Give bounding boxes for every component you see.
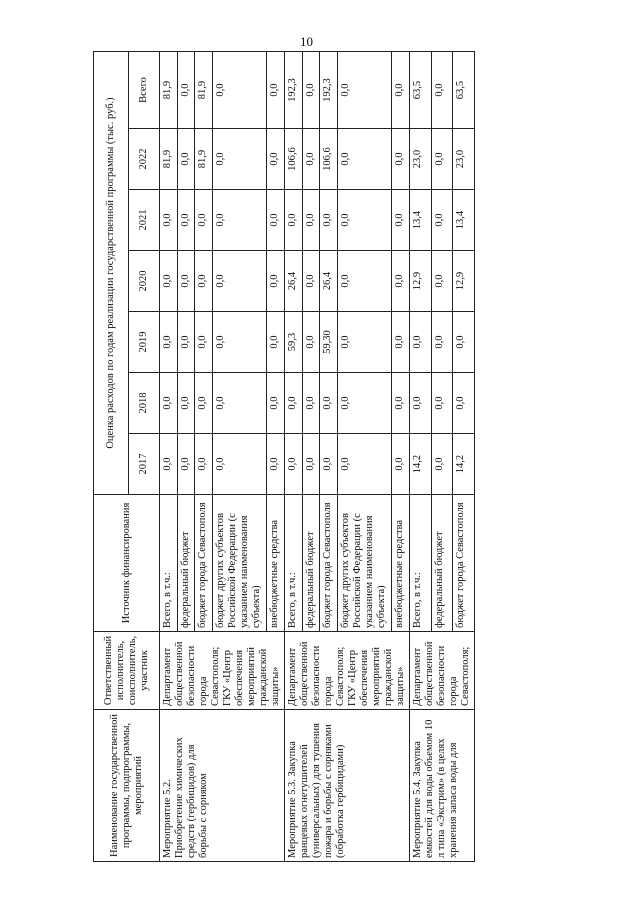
total-value: 63,5 bbox=[453, 51, 475, 128]
year-value: 23,0 bbox=[453, 129, 475, 190]
header-year: 2021 bbox=[129, 190, 160, 251]
year-value: 0,0 bbox=[302, 373, 320, 434]
year-value: 0,0 bbox=[267, 129, 285, 190]
year-value: 0,0 bbox=[195, 373, 213, 434]
year-value: 0,0 bbox=[212, 312, 267, 373]
year-value: 0,0 bbox=[195, 251, 213, 312]
year-value: 0,0 bbox=[392, 129, 410, 190]
header-year: 2017 bbox=[129, 434, 160, 495]
year-value: 0,0 bbox=[337, 434, 392, 495]
year-value: 0,0 bbox=[431, 251, 453, 312]
total-value: 0,0 bbox=[431, 51, 453, 128]
total-value: 0,0 bbox=[177, 51, 195, 128]
funding-source: бюджет города Севастополя bbox=[195, 495, 213, 632]
header-responsible: Ответственный исполнитель, соисполнитель, участник bbox=[94, 632, 160, 710]
year-value: 0,0 bbox=[320, 190, 338, 251]
year-value: 0,0 bbox=[285, 434, 303, 495]
responsible-executor: Департамент общественной безопасности города Севастополя; bbox=[410, 632, 475, 710]
responsible-executor: Департамент общественной безопасности города Севастополя; ГКУ «Центр обеспечения мероприятий гражданской защиты» bbox=[285, 632, 410, 710]
year-value: 0,0 bbox=[431, 190, 453, 251]
funding-source: федеральный бюджет bbox=[431, 495, 453, 632]
total-value: 0,0 bbox=[212, 51, 267, 128]
year-value: 106,6 bbox=[320, 129, 338, 190]
funding-source: внебюджетные средства bbox=[267, 495, 285, 632]
year-value: 0,0 bbox=[337, 312, 392, 373]
year-value: 0,0 bbox=[160, 251, 178, 312]
year-value: 0,0 bbox=[285, 190, 303, 251]
year-value: 0,0 bbox=[320, 434, 338, 495]
year-value: 0,0 bbox=[453, 373, 475, 434]
year-value: 12,9 bbox=[410, 251, 432, 312]
funding-source: Всего, в т.ч.: bbox=[160, 495, 178, 632]
header-name: Наименование государственной программы, подпрограммы, мероприятий bbox=[94, 710, 160, 862]
year-value: 0,0 bbox=[453, 312, 475, 373]
total-value: 192,3 bbox=[320, 51, 338, 128]
year-value: 0,0 bbox=[267, 434, 285, 495]
year-value: 0,0 bbox=[337, 373, 392, 434]
year-value: 14,2 bbox=[453, 434, 475, 495]
table-row bbox=[285, 51, 303, 861]
budget-table bbox=[93, 51, 475, 862]
year-value: 0,0 bbox=[177, 373, 195, 434]
year-value: 0,0 bbox=[212, 129, 267, 190]
year-value: 81,9 bbox=[160, 129, 178, 190]
table-row bbox=[160, 51, 178, 861]
funding-source: бюджет города Севастополя bbox=[320, 495, 338, 632]
year-value: 26,4 bbox=[285, 251, 303, 312]
header-total: Всего bbox=[129, 51, 160, 128]
header-year: 2019 bbox=[129, 312, 160, 373]
year-value: 13,4 bbox=[453, 190, 475, 251]
year-value: 0,0 bbox=[267, 251, 285, 312]
total-value: 0,0 bbox=[267, 51, 285, 128]
year-value: 0,0 bbox=[267, 190, 285, 251]
funding-source: бюджет города Севастополя bbox=[453, 495, 475, 632]
total-value: 192,3 bbox=[285, 51, 303, 128]
year-value: 0,0 bbox=[285, 373, 303, 434]
header-year: 2020 bbox=[129, 251, 160, 312]
year-value: 0,0 bbox=[212, 251, 267, 312]
funding-source: Всего, в т.ч.: bbox=[285, 495, 303, 632]
year-value: 0,0 bbox=[302, 190, 320, 251]
year-value: 0,0 bbox=[267, 373, 285, 434]
year-value: 0,0 bbox=[302, 129, 320, 190]
header-estimate: Оценка расходов по годам реализации государственной программы (тыс. руб.) bbox=[94, 51, 129, 494]
year-value: 0,0 bbox=[177, 434, 195, 495]
total-value: 81,9 bbox=[195, 51, 213, 128]
year-value: 0,0 bbox=[195, 312, 213, 373]
year-value: 0,0 bbox=[392, 312, 410, 373]
funding-source: Всего, в т.ч.: bbox=[410, 495, 432, 632]
year-value: 0,0 bbox=[195, 434, 213, 495]
responsible-executor: Департамент общественной безопасности города Севастополя; ГКУ «Центр обеспечения мероприятий гражданской защиты» bbox=[160, 632, 285, 710]
year-value: 0,0 bbox=[431, 129, 453, 190]
year-value: 0,0 bbox=[410, 373, 432, 434]
year-value: 106,6 bbox=[285, 129, 303, 190]
year-value: 0,0 bbox=[302, 312, 320, 373]
year-value: 0,0 bbox=[392, 251, 410, 312]
year-value: 0,0 bbox=[302, 251, 320, 312]
year-value: 0,0 bbox=[392, 373, 410, 434]
year-value: 0,0 bbox=[177, 129, 195, 190]
year-value: 0,0 bbox=[160, 312, 178, 373]
year-value: 0,0 bbox=[392, 190, 410, 251]
year-value: 12,9 bbox=[453, 251, 475, 312]
year-value: 0,0 bbox=[177, 312, 195, 373]
year-value: 0,0 bbox=[177, 190, 195, 251]
year-value: 0,0 bbox=[431, 434, 453, 495]
year-value: 0,0 bbox=[212, 434, 267, 495]
year-value: 14,2 bbox=[410, 434, 432, 495]
table-row bbox=[410, 51, 432, 861]
activity-name: Мероприятие 5.3. Закупка ранцевых огнетушителей (универсальных) для тушения пожара и борьбы с сорняками (обработка гербицидами) bbox=[285, 710, 410, 862]
year-value: 0,0 bbox=[212, 373, 267, 434]
rotated-budget-table bbox=[93, 52, 618, 862]
total-value: 0,0 bbox=[302, 51, 320, 128]
year-value: 0,0 bbox=[337, 251, 392, 312]
year-value: 23,0 bbox=[410, 129, 432, 190]
year-value: 26,4 bbox=[320, 251, 338, 312]
funding-source: федеральный бюджет bbox=[302, 495, 320, 632]
year-value: 59,3 bbox=[285, 312, 303, 373]
funding-source: внебюджетные средства bbox=[392, 495, 410, 632]
year-value: 81,9 bbox=[195, 129, 213, 190]
activity-name: Мероприятие 5.4. Закупка емкостей для воды объемом 10 л типа «Экстрим» (в целях хранения запаса воды для bbox=[410, 710, 475, 862]
funding-source: бюджет других субъектов Российской Федерации (с указанием наименования субъекта) bbox=[337, 495, 392, 632]
year-value: 0,0 bbox=[160, 190, 178, 251]
header-source: Источник финансирования bbox=[94, 495, 160, 632]
year-value: 0,0 bbox=[195, 190, 213, 251]
page-number: 10 bbox=[300, 34, 313, 49]
year-value: 0,0 bbox=[212, 190, 267, 251]
year-value: 0,0 bbox=[160, 434, 178, 495]
year-value: 0,0 bbox=[392, 434, 410, 495]
total-value: 63,5 bbox=[410, 51, 432, 128]
year-value: 0,0 bbox=[431, 373, 453, 434]
year-value: 0,0 bbox=[320, 373, 338, 434]
activity-name: Мероприятие 5.2. Приобретение химических средств (гербицидов) для борьбы с сорняком bbox=[160, 710, 285, 862]
total-value: 81,9 bbox=[160, 51, 178, 128]
year-value: 0,0 bbox=[177, 251, 195, 312]
year-value: 59,30 bbox=[320, 312, 338, 373]
year-value: 0,0 bbox=[337, 190, 392, 251]
year-value: 0,0 bbox=[337, 129, 392, 190]
header-year: 2022 bbox=[129, 129, 160, 190]
total-value: 0,0 bbox=[337, 51, 392, 128]
table-body bbox=[160, 51, 475, 861]
header-year: 2018 bbox=[129, 373, 160, 434]
funding-source: бюджет других субъектов Российской Федерации (с указанием наименования субъекта) bbox=[212, 495, 267, 632]
funding-source: федеральный бюджет bbox=[177, 495, 195, 632]
year-value: 0,0 bbox=[302, 434, 320, 495]
year-value: 0,0 bbox=[267, 312, 285, 373]
year-value: 0,0 bbox=[431, 312, 453, 373]
year-value: 0,0 bbox=[160, 373, 178, 434]
year-value: 13,4 bbox=[410, 190, 432, 251]
year-value: 0,0 bbox=[410, 312, 432, 373]
total-value: 0,0 bbox=[392, 51, 410, 128]
